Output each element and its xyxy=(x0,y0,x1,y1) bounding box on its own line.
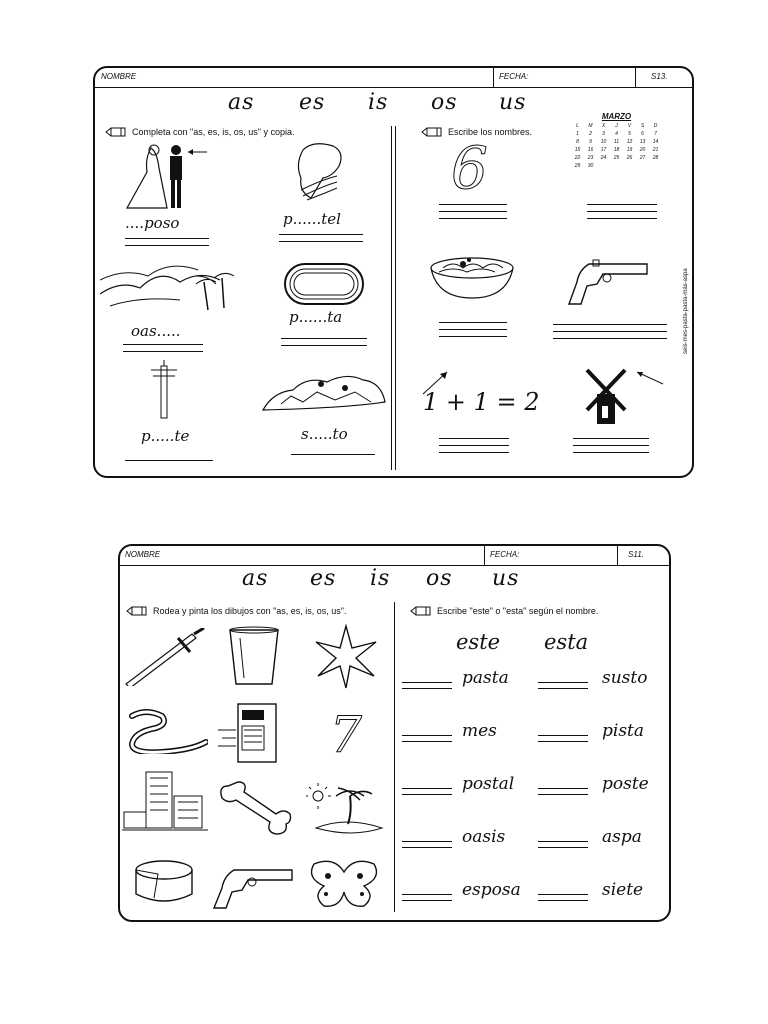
answer-blank[interactable] xyxy=(402,894,452,901)
calendar-day: 28 xyxy=(652,155,659,161)
nombre-label: NOMBRE xyxy=(101,72,137,81)
noun-word: poste xyxy=(602,774,649,794)
fill-word: ....poso xyxy=(125,214,180,232)
fecha-label: FECHA: xyxy=(499,72,529,81)
answer-blank[interactable] xyxy=(402,735,452,742)
syllable: as xyxy=(228,90,255,115)
calendar-day: 3 xyxy=(602,131,605,137)
left-instruction: Completa con "as, es, is, os, us" y copia. xyxy=(105,127,294,137)
calendar-day xyxy=(599,163,608,169)
calendar-day: 22 xyxy=(574,155,581,161)
calendar-day: 16 xyxy=(587,147,594,153)
oasis-picture xyxy=(100,258,240,316)
sheet-code: S11. xyxy=(628,550,644,559)
calendar-day: 14 xyxy=(652,139,659,145)
syllable: is xyxy=(370,566,391,591)
noun-word: mes xyxy=(462,721,497,741)
answer-blank[interactable] xyxy=(402,841,452,848)
calendar-day: 25 xyxy=(613,155,620,161)
fill-word: oas..... xyxy=(131,322,181,340)
cake-picture xyxy=(293,140,353,208)
sheet-header xyxy=(95,68,692,88)
snake-picture xyxy=(124,708,208,754)
calendar-day: 11 xyxy=(613,139,620,145)
calendar-day: 10 xyxy=(600,139,607,145)
calendar-month: MARZO xyxy=(601,112,632,121)
calendar-day: L xyxy=(576,123,579,129)
head-este: este xyxy=(456,630,501,654)
sword-picture xyxy=(124,628,208,686)
answer-blank[interactable] xyxy=(538,735,588,742)
column-divider xyxy=(391,126,392,470)
calendar-day: 30 xyxy=(587,163,594,169)
building-picture xyxy=(122,768,208,834)
answer-blank[interactable] xyxy=(538,788,588,795)
windmill-picture xyxy=(583,360,667,430)
sum-equation: 1 + 1 = 2 xyxy=(423,388,540,416)
answer-lines xyxy=(439,438,509,459)
head-esta: esta xyxy=(544,630,589,654)
noun-word: postal xyxy=(462,774,515,794)
copy-lines xyxy=(279,234,363,248)
calendar-day xyxy=(638,163,647,169)
calendar-day: 2 xyxy=(589,131,592,137)
calendar-week xyxy=(573,155,660,161)
calendar-day: X xyxy=(601,123,606,129)
nombre-label: NOMBRE xyxy=(125,550,161,559)
fill-word: p......tel xyxy=(283,210,341,228)
sheet-header xyxy=(120,546,669,566)
calendar-day: 9 xyxy=(589,139,592,145)
calendar-day: 23 xyxy=(587,155,594,161)
side-answer-key: seis-mes-pasta-pasta-más-aspa xyxy=(683,268,689,354)
noun-word: pista xyxy=(602,721,645,741)
syllable: es xyxy=(310,566,337,591)
worksheet-s11 xyxy=(118,544,671,922)
fill-word: p......ta xyxy=(289,308,343,326)
calendar-day: 5 xyxy=(628,131,631,137)
syllable: os xyxy=(431,90,458,115)
island-picture xyxy=(306,782,388,836)
answer-lines xyxy=(573,438,649,459)
calendar-week xyxy=(573,123,660,129)
calendar-day: 4 xyxy=(615,131,618,137)
bone-picture xyxy=(218,780,294,836)
calendar-day: 21 xyxy=(652,147,659,153)
syllable: as xyxy=(242,566,269,591)
copy-lines xyxy=(125,238,209,252)
calendar-day xyxy=(612,163,621,169)
revolver-picture xyxy=(212,864,296,910)
calendar-day: 17 xyxy=(600,147,607,153)
calendar-day: S xyxy=(640,123,645,129)
calendar-day: 18 xyxy=(613,147,620,153)
answer-lines xyxy=(439,204,507,225)
answer-lines xyxy=(439,322,507,343)
column-divider xyxy=(394,602,395,912)
pasta-bowl-picture xyxy=(429,254,515,300)
answer-lines xyxy=(553,324,667,345)
noun-word: susto xyxy=(602,668,648,688)
calendar-day: 24 xyxy=(600,155,607,161)
pencil-icon xyxy=(126,606,148,616)
calendar-day: D xyxy=(653,123,658,129)
number-six: 6 xyxy=(451,134,488,202)
pencil-icon xyxy=(421,127,443,137)
sheet-code: S13. xyxy=(651,72,668,81)
calendar-day: 26 xyxy=(626,155,633,161)
copy-lines xyxy=(291,454,375,461)
cash-register-picture xyxy=(216,700,284,766)
left-instruction: Rodea y pinta los dibujos con "as, es, is, os, us". xyxy=(126,606,347,616)
noun-word: aspa xyxy=(602,827,642,847)
answer-blank[interactable] xyxy=(538,894,588,901)
calendar-week xyxy=(573,163,660,169)
calendar-week xyxy=(573,139,660,145)
noun-word: siete xyxy=(602,880,644,900)
fill-word: p.....te xyxy=(141,427,190,445)
calendar-day: 6 xyxy=(641,131,644,137)
copy-lines xyxy=(123,344,203,358)
calendar-day: J xyxy=(615,123,618,129)
pencil-icon xyxy=(410,606,432,616)
right-instruction: Escribe "este" o "esta" según el nombre. xyxy=(410,606,598,616)
syllable: os xyxy=(426,566,453,591)
answer-blank[interactable] xyxy=(538,841,588,848)
calendar-week xyxy=(573,131,660,137)
noun-word: esposa xyxy=(462,880,521,900)
calendar-day: 15 xyxy=(574,147,581,153)
calendar-day: 29 xyxy=(574,163,581,169)
butterfly-picture xyxy=(304,858,384,910)
calendar-day: 27 xyxy=(639,155,646,161)
copy-lines xyxy=(125,460,213,467)
racetrack-picture xyxy=(281,258,367,310)
answer-blank[interactable] xyxy=(402,788,452,795)
syllable: is xyxy=(368,90,389,115)
calendar-day: 1 xyxy=(576,131,579,137)
syllable: es xyxy=(299,90,326,115)
worksheet-s13 xyxy=(93,66,694,478)
syllable: us xyxy=(492,566,520,591)
copy-lines xyxy=(281,338,367,352)
revolver-picture xyxy=(565,258,657,308)
noun-word: pasta xyxy=(462,668,509,688)
calendar-day: 20 xyxy=(639,147,646,153)
calendar-day: M xyxy=(588,123,593,129)
number-seven: 7 xyxy=(330,706,362,764)
glass-picture xyxy=(228,626,280,688)
fecha-label: FECHA: xyxy=(490,550,520,559)
answer-lines xyxy=(587,204,657,225)
noun-word: oasis xyxy=(462,827,506,847)
wedding-couple-picture xyxy=(121,140,211,212)
answer-blank[interactable] xyxy=(402,682,452,689)
syllable: us xyxy=(499,90,527,115)
calendar-week xyxy=(573,147,660,153)
cheese-picture xyxy=(128,858,194,906)
calendar-day xyxy=(651,163,660,169)
fill-word: s.....to xyxy=(301,425,348,443)
calendar-day: 12 xyxy=(626,139,633,145)
star-picture xyxy=(312,624,380,690)
pole-picture xyxy=(145,358,185,420)
pencil-icon xyxy=(105,127,127,137)
right-instruction: Escribe los nombres. xyxy=(421,127,532,137)
calendar-day: 7 xyxy=(654,131,657,137)
jump-picture xyxy=(261,370,389,420)
calendar-day xyxy=(625,163,634,169)
calendar xyxy=(573,112,660,169)
calendar-day: V xyxy=(627,123,632,129)
calendar-day: 8 xyxy=(576,139,579,145)
answer-blank[interactable] xyxy=(538,682,588,689)
calendar-day: 13 xyxy=(639,139,646,145)
calendar-day: 19 xyxy=(626,147,633,153)
